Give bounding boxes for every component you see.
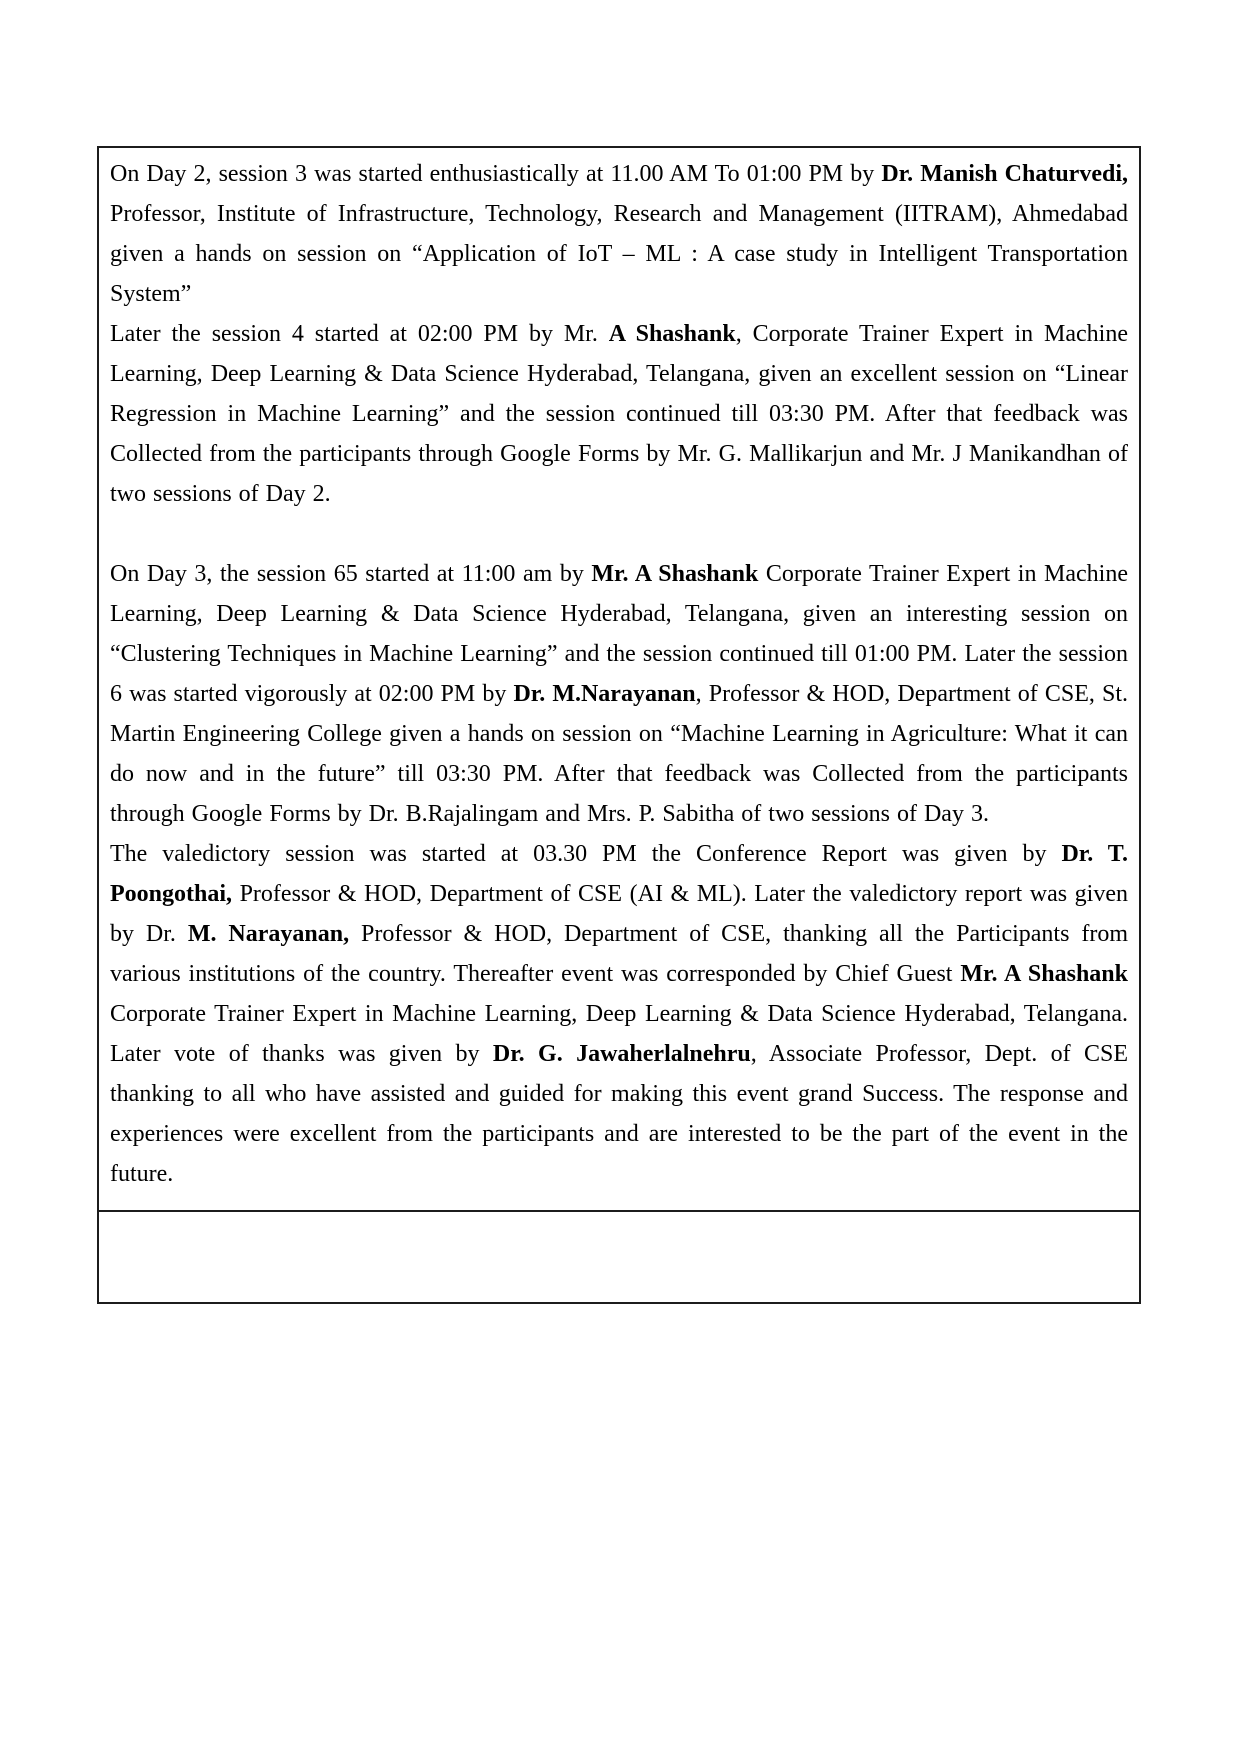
report-paragraph [110,554,1128,834]
bold-text-run: Dr. Manish Chaturvedi, [881,161,1128,187]
text-run: , Professor & HOD, Department of CSE, St. Martin Engineering College given a hands on session on “Machine Learning in Agriculture: What it can do now and in the future” till 03:30 PM. After that feedback was Collected from the participants through Google Forms by Dr. B.Rajalingam and Mrs. P. Sabitha of two sessions of Day 3. [110,681,1128,827]
text-run: , Corporate Trainer Expert in Machine Learning, Deep Learning & Data Science Hyderabad, Telangana, given an excellent session on “Linear Regression in Machine Learning” and the session continued till 03:30 PM. After that feedback was Collected from the participants through Google Forms by Mr. G. Mallikarjun and Mr. J Manikandhan of two sessions of Day 2. [110,321,1128,507]
blank-line [110,514,1128,554]
bold-text-run: Mr. A Shashank [591,561,759,587]
text-run: Professor, Institute of Infrastructure, Technology, Research and Management (IITRAM), Ahmedabad given a hands on session on “Application of IoT – ML : A case study in Intelligent Transportation System” [110,201,1128,307]
bold-text-run: Mr. A Shashank [960,961,1128,987]
report-paragraph [110,314,1128,514]
report-paragraph [110,834,1128,1194]
text-run: Professor & HOD, Department of CSE, thanking all the Participants from various institutions of the country. Thereafter event was corresponded by Chief Guest [110,921,1128,987]
bold-text-run: Dr. M.Narayanan [513,681,696,707]
text-run: The valedictory session was started at 03.30 PM the Conference Report was given by [110,841,1062,867]
bold-text-run: Dr. G. Jawaherlalnehru [492,1041,751,1067]
text-run: On Day 2, session 3 was started enthusiastically at 11.00 AM To 01:00 PM by [110,161,882,187]
text-run: Professor & HOD, Department of CSE (AI & ML). Later the valedictory report was given by Dr. [110,881,1128,947]
bold-text-run: Dr. T. Poongothai, [110,841,1129,907]
report-paragraph [110,154,1128,314]
bold-text-run: M. Narayanan, [187,921,350,947]
report-table [97,146,1141,1304]
table-row [98,147,1140,1211]
text-run: Later the session 4 started at 02:00 PM by Mr. [110,321,609,347]
empty-cell [98,1211,1140,1303]
bold-text-run: A Shashank [608,321,736,347]
report-text-cell [98,147,1140,1211]
table-row [98,1211,1140,1303]
text-run: , Associate Professor, Dept. of CSE thanking to all who have assisted and guided for making this event grand Success. The response and experiences were excellent from the participants and are interested to be the part of the event in the future. [110,1041,1128,1187]
text-run: Corporate Trainer Expert in Machine Learning, Deep Learning & Data Science Hyderabad, Telangana, given an interesting session on “Clustering Techniques in Machine Learning” and the session continued till 01:00 PM. Later the session 6 was started vigorously at 02:00 PM by [110,561,1128,707]
text-run: Corporate Trainer Expert in Machine Learning, Deep Learning & Data Science Hyderabad, Telangana. Later vote of thanks was given by [110,1001,1128,1067]
text-run: On Day 3, the session 65 started at 11:00 am by [110,561,592,587]
